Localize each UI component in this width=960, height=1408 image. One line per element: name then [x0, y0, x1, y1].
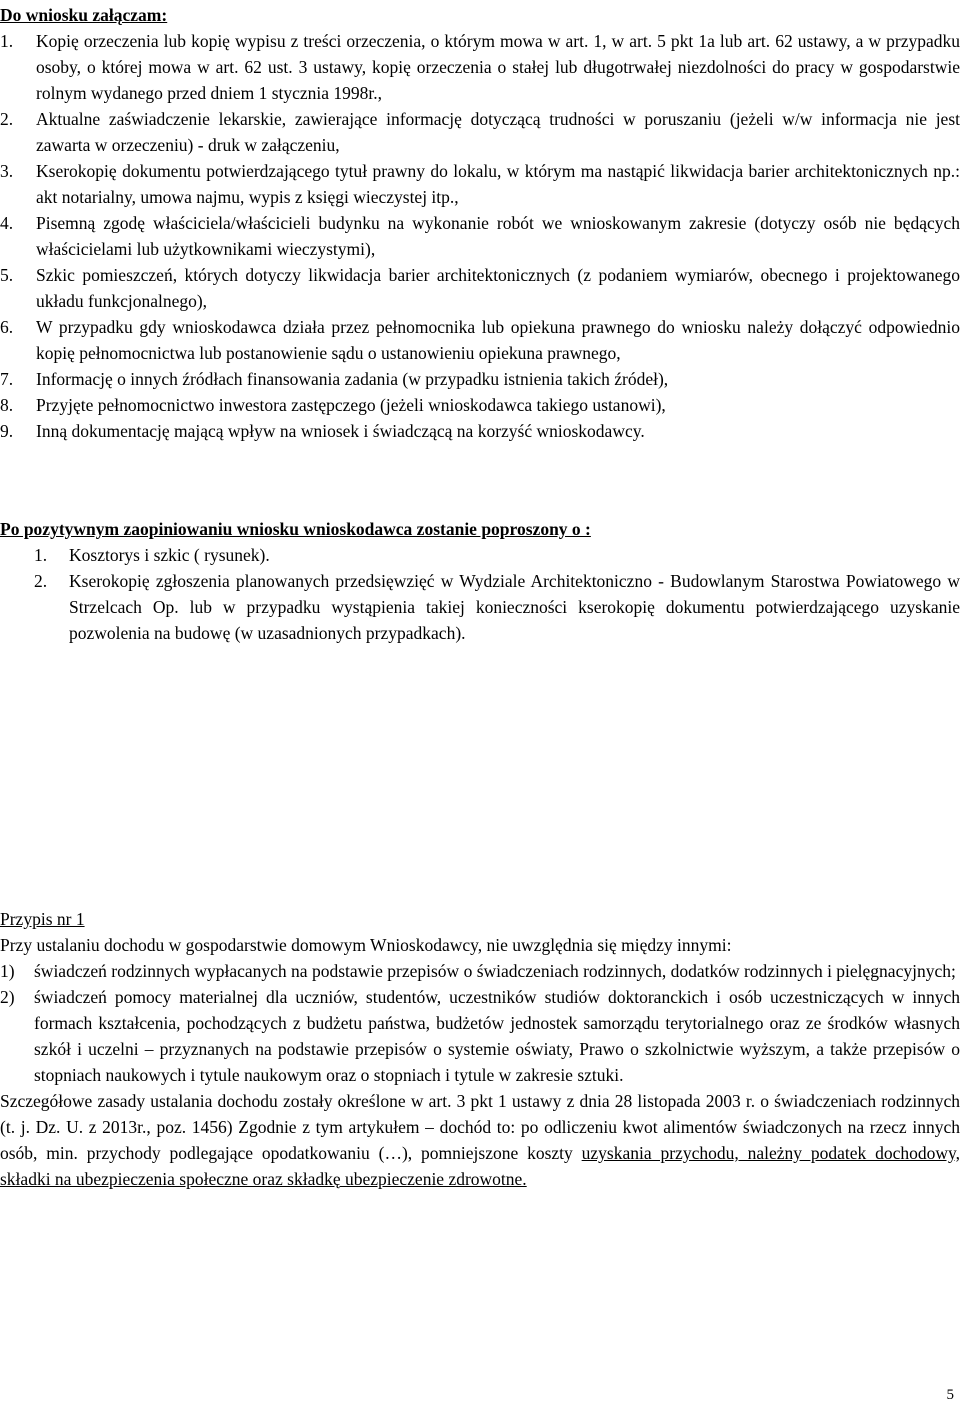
list-item-number: 7.	[0, 369, 14, 389]
list-item-number: 1)	[0, 961, 15, 981]
attachments-heading: Do wniosku załączam:	[0, 5, 168, 25]
list-item-number: 9.	[0, 421, 14, 441]
footnote-title: Przypis nr 1	[0, 909, 85, 929]
list-item-text: Kserokopię zgłoszenia planowanych przedsięwzięć w Wydziale Architektoniczno - Budowlanym Starostwa Powiatowego w Strzelcach Op. lub w przypadku wystąpienia takiej konieczności kserokopię dokumentu potwierdzającego uzyskanie pozwolenia na budowę (w uzasadnionych przypadkach).	[69, 571, 960, 643]
list-item-number: 1.	[34, 545, 48, 565]
list-item-number: 4.	[0, 213, 14, 233]
list-item-text: Szkic pomieszczeń, których dotyczy likwidacja barier architektonicznych (z podaniem wymiarów, obecnego i projektowanego układu funkcjonalnego),	[36, 265, 960, 311]
list-item-text: Kosztorys i szkic ( rysunek).	[69, 545, 270, 565]
page-number: 5	[946, 1387, 954, 1403]
list-item	[0, 262, 960, 314]
list-item	[0, 984, 960, 1088]
footnote-list	[0, 958, 960, 1088]
footnote-closing-text: Szczegółowe zasady ustalania dochodu zostały określone w art. 3 pkt 1 ustawy z dnia 28 listopada 2003 r. o świadczeniach rodzinnych (t. j. Dz. U. z 2013r., poz. 1456) Zgodnie z tym artykułem – dochód to: po odliczeniu kwot alimentów świadczonych na rzecz innych osób, min. przychody podlegające opodatkowaniu (…), pomniejszone koszty	[0, 1091, 960, 1163]
list-item	[0, 158, 960, 210]
list-item-text: Pisemną zgodę właściciela/właścicieli budynku na wykonanie robót we wnioskowanym zakresie (dotyczy osób nie będących właścicielami lub użytkownikami wieczystymi),	[36, 213, 960, 259]
footnote-closing-underlined: uzyskania przychodu, należny podatek dochodowy, składki na ubezpieczenia społeczne oraz składkę ubezpieczenie zdrowotne.	[0, 1143, 960, 1189]
list-item-text: Informację o innych źródłach finansowania zadania (w przypadku istnienia takich źródeł),	[36, 369, 669, 389]
list-item-text: W przypadku gdy wnioskodawca działa przez pełnomocnika lub opiekuna prawnego do wniosku należy dołączyć odpowiednio kopię pełnomocnictwa lub postanowienie sądu o ustanowieniu opiekuna prawnego,	[36, 317, 960, 363]
list-item-text: Inną dokumentację mającą wpływ na wniosek i świadczącą na korzyść wnioskodawcy.	[36, 421, 645, 441]
attachments-list	[0, 28, 960, 444]
list-item-number: 6.	[0, 317, 14, 337]
footnote-section	[0, 906, 960, 1192]
footnote-intro: Przy ustalaniu dochodu w gospodarstwie domowym Wnioskodawcy, nie uwzględnia się między innymi:	[0, 935, 732, 955]
list-item	[0, 958, 960, 984]
list-item-number: 2.	[34, 571, 48, 591]
list-item	[0, 418, 960, 444]
footnote-closing	[0, 1088, 960, 1192]
list-item-text: Przyjęte pełnomocnictwo inwestora zastępczego (jeżeli wnioskodawca takiego ustanowi),	[36, 395, 666, 415]
list-item-number: 8.	[0, 395, 14, 415]
list-item	[34, 568, 960, 646]
list-item-number: 2)	[0, 987, 15, 1007]
list-item	[34, 542, 960, 568]
list-item-text: Aktualne zaświadczenie lekarskie, zawierające informację dotyczącą trudności w poruszaniu (jeżeli w/w informacja nie jest zawarta w orzeczeniu) - druk w załączeniu,	[36, 109, 960, 155]
list-item-text: świadczeń pomocy materialnej dla uczniów, studentów, uczestników studiów doktoranckich i osób uczestniczących w innych formach kształcenia, pochodzących z budżetu państwa, budżetów jednostek samorządu terytorialnego oraz ze środków własnych szkół i uczelni – przyznanych na podstawie przepisów o systemie oświaty, Prawo o szkolnictwie wyższym, a także przepisów o stopniach naukowych i tytule naukowym oraz o stopniach i tytule w zakresie sztuki.	[34, 987, 960, 1085]
list-item	[0, 210, 960, 262]
list-item	[0, 28, 960, 106]
list-item	[0, 366, 960, 392]
list-item-text: Kserokopię dokumentu potwierdzającego tytuł prawny do lokalu, w którym ma nastąpić likwidacja barier architektonicznych np.: akt notarialny, umowa najmu, wypis z księgi wieczystej itp.,	[36, 161, 960, 207]
list-item	[0, 392, 960, 418]
attachments-section	[0, 2, 960, 444]
list-item	[0, 106, 960, 158]
list-item-text: Kopię orzeczenia lub kopię wypisu z treści orzeczenia, o którym mowa w art. 1, w art. 5 pkt 1a lub art. 62 ustawy, a w przypadku osoby, o której mowa w art. 62 ust. 3 ustawy, kopię orzeczenia o stałej lub długotrwałej niezdolności do pracy w gospodarstwie rolnym wydanego przed dniem 1 stycznia 1998r.,	[36, 31, 960, 103]
list-item-number: 1.	[0, 31, 14, 51]
after-approval-section	[0, 516, 960, 646]
after-approval-heading: Po pozytywnym zaopiniowaniu wniosku wnioskodawca zostanie poproszony o :	[0, 519, 591, 539]
list-item-text: świadczeń rodzinnych wypłacanych na podstawie przepisów o świadczeniach rodzinnych, dodatków rodzinnych i pielęgnacyjnych;	[34, 961, 956, 981]
after-approval-list	[0, 542, 960, 646]
list-item	[0, 314, 960, 366]
list-item-number: 3.	[0, 161, 14, 181]
list-item-number: 2.	[0, 109, 14, 129]
list-item-number: 5.	[0, 265, 14, 285]
